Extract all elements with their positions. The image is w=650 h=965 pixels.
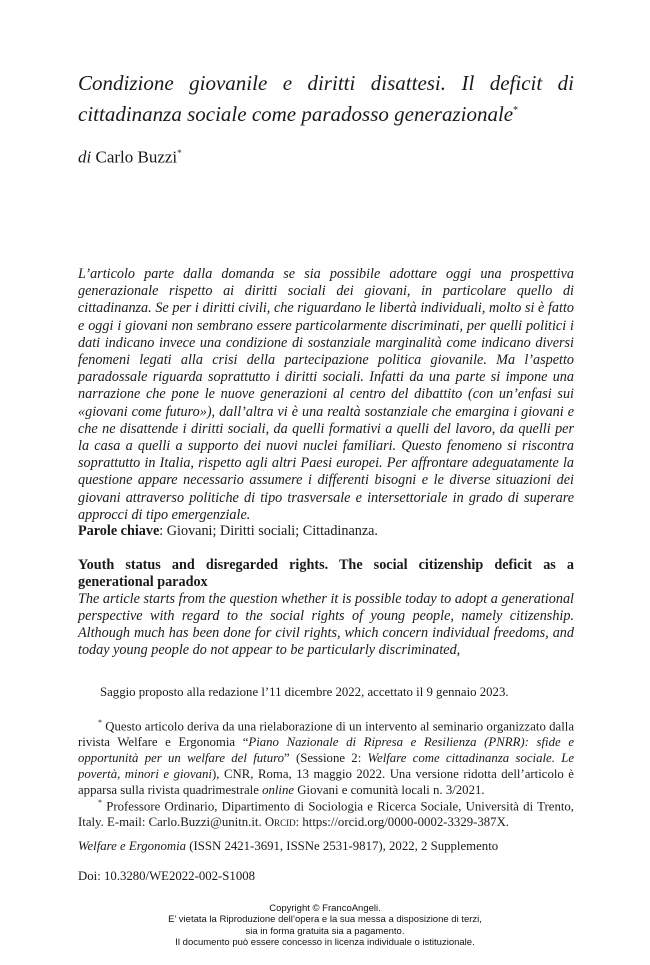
copyright-notice: [100, 903, 550, 949]
copyright-line-2: E’ vietata la Riproduzione dell’opera e la sua messa a disposizione di terzi,: [168, 914, 482, 926]
journal-details: (ISSN 2421-3691, ISSNe 2531-9817), 2022, 2 Supplemento: [186, 839, 499, 853]
keywords-value: : Giovani; Diritti sociali; Cittadinanza.: [159, 523, 378, 539]
author-name: Carlo Buzzi: [95, 147, 178, 167]
footnote-1-text-e: ), CNR, Roma, 13 maggio 2022. Una versione ridotta dell’articolo è apparsa sulla rivista quadrimestrale: [78, 767, 574, 798]
footnote-2-text-c: : https://orcid.org/0000-0002-3329-387X.: [295, 815, 510, 830]
abstract-italian: L’articolo parte dalla domanda se sia possibile adottare oggi una prospettiva generazionale rispetto ai diritti sociali dei giovani, in particolare quello di cittadinanza. Se per i diritti civili, che riguardano le libertà individuali, molto si è fatto e oggi i giovani non sembrano essere particolarmente discriminati, per quelli politici i dati indicano invece una condizione di sostanziale marginalità come indicano diversi fenomeni legati alla crisi della partecipazione politica giovanile. Ma l’aspetto paradossale riguarda soprattutto i diritti sociali. Infatti da una parte si impone una narrazione che pone le nuove generazioni al centro del dibattito (con un’enfasi sui «giovani come futuro»), dall’altra vi è una realtà sostanziale che emargina i giovani e che ne disattende i diritti sociali, da quelli formativi a quelli del lavoro, da quelli per la casa a quelli a supporto dei nuovi nuclei familiari. Questo fenomeno si riscontra soprattutto in Italia, rispetto agli altri Paesi europei. Per affrontare adeguatamente la questione appare necessario assumere i differenti bisogni e le diverse situazioni dei giovani attraverso politiche di tipo trasversale e intersettoriale in grado di superare approcci di tipo emergenziale.: [78, 266, 574, 523]
title-footnote-mark[interactable]: *: [513, 105, 519, 116]
article-title-text: Condizione giovanile e diritti disattesi. Il deficit di cittadinanza sociale come paradosso generazionale: [78, 71, 574, 126]
copyright-line-3: sia in forma gratuita sia a pagamento.: [245, 925, 405, 937]
journal-line: [78, 838, 574, 854]
footnote-1-text-f: online: [262, 783, 295, 798]
doi-line: Doi: 10.3280/WE2022-002-S1008: [78, 869, 256, 883]
footnote-1-text-b: Piano Nazionale di Ripresa e Resilienza (PNRR): sfide e opportunità per un welfare del futuro: [78, 735, 574, 766]
footnote-2-mark: *: [98, 798, 102, 807]
english-title: Youth status and disregarded rights. The social citizenship deficit as a generational paradox: [78, 557, 574, 590]
abstract-english: The article starts from the question whether it is possible today to adopt a generational perspective with regard to the social rights of young people, namely citizenship. Although much has been done for civil rights, which concern individual freedoms, and today young people do not appear to be particularly discriminated,: [78, 591, 574, 658]
author-footnote-mark[interactable]: *: [177, 148, 182, 158]
keywords-label: Parole chiave: [78, 523, 160, 539]
footnote-1-text-a: Questo articolo deriva da una rielaborazione di un intervento al seminario organizzato dalla rivista Welfare e Ergonomia “: [78, 719, 574, 750]
footnote-1-text-g: Giovani e comunità locali n. 3/2021.: [294, 783, 485, 798]
footnote-2: [78, 795, 574, 830]
article-title: [78, 70, 574, 128]
submission-note: Saggio proposto alla redazione l’11 dicembre 2022, accettato il 9 gennaio 2023.: [100, 685, 509, 699]
footnote-1: [78, 715, 574, 798]
author-prefix: di: [78, 147, 92, 167]
journal-name: Welfare e Ergonomia: [78, 839, 187, 853]
copyright-line-4: Il documento può essere concesso in licenza individuale o istituzionale.: [175, 937, 475, 949]
footnote-1-mark: *: [98, 718, 102, 727]
footnote-2-text-a: Professore Ordinario, Dipartimento di Sociologia e Ricerca Sociale, Università di Trento, Italy. E-mail: Carlo.Buzzi@unitn.it.: [78, 799, 574, 830]
orcid-label: Orcid: [264, 815, 296, 830]
copyright-line-1: Copyright © FrancoAngeli.: [269, 903, 381, 914]
keywords: [78, 523, 574, 540]
footnote-1-text-d: Welfare come cittadinanza sociale. Le povertà, minori e giovani: [78, 751, 574, 782]
author-line: [78, 143, 182, 168]
footnote-1-text-c: ” (Sessione 2:: [284, 751, 368, 766]
